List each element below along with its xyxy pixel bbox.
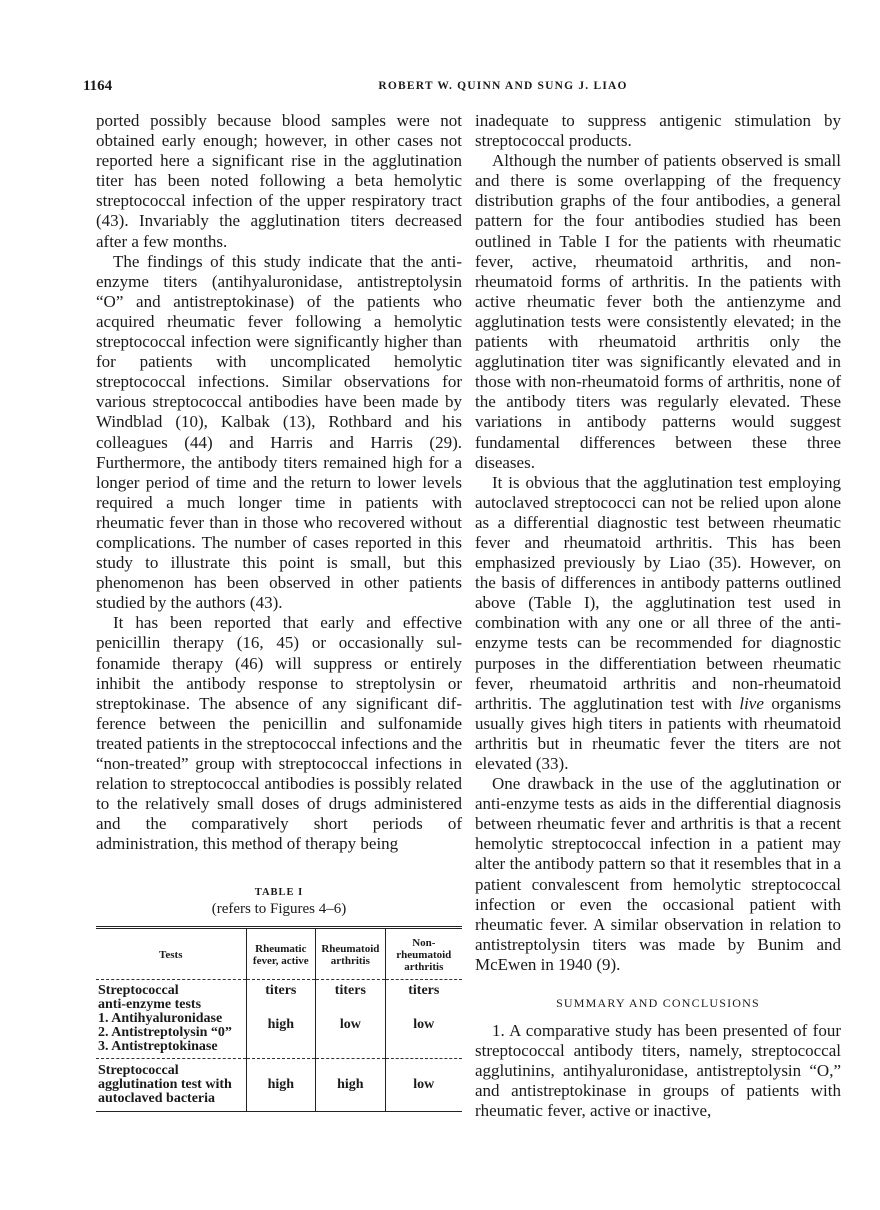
paragraph: Although the number of patients observed is small and there is some overlapping of the frequency distribution graphs of the four antibodies, a general pattern for the four antibodies studied has been outlined in Table I for the patients with rheumatic fever, active, rheumatoid arthritis, and non-rheumatoid forms of arthritis. In the patients with active rheumatic fever both the antienzyme and agglutination tests were consistently elevated; in the patients with rheumatoid arthritis only the agglutination titer was significantly elevated and in those with non-rheumatoid forms of arthritis, none of the antibody titers was regularly elevated. These variations in antibody patterns would suggest fundamental differences between these three diseases.	[475, 151, 841, 472]
page-header	[83, 78, 803, 100]
table-cell: high	[246, 1059, 316, 1112]
paragraph: It is obvious that the agglutination test employing autoclaved streptococci can not be relied upon alone as a differential diagnostic test between rheumatic fever and rheumatoid arthritis. This has been emphasized previously by Liao (35). However, on the basis of differences in antibody patterns outlined above (Table I), the agglutination test used in combination with any one or all three of the anti-enzyme tests can be recommended for diagnostic purposes in the differentiation between rheumatic fever, rheumatoid arthritis and non-rheumatoid arthritis. The agglutination test with live organisms usually gives high titers in patients with rheumatoid arthritis but in rheumatic fever the titers are not elevated (33).	[475, 472, 841, 773]
right-column	[475, 111, 841, 975]
column-header: Rheumatoid arthritis	[316, 928, 386, 980]
data-table	[96, 926, 462, 1112]
summary-column	[475, 1021, 841, 1121]
table-cell-test: Streptococcal anti-enzyme tests 1. Antihyaluronidase 2. Antistreptolysin “0” 3. Antistreptokinase	[96, 980, 246, 1059]
section-heading: SUMMARY AND CONCLUSIONS	[556, 996, 760, 1010]
paragraph: inadequate to suppress antigenic stimulation by streptococcal products.	[475, 111, 841, 151]
table-cell: low	[385, 1059, 462, 1112]
paragraph: 1. A comparative study has been presented of four streptococcal antibody titers, namely, streptococcal agglutinins, antihyaluronidase, antistreptolysin “O,” and antistreptokinase in groups of patients with rheumatic fever, active or inactive,	[475, 1021, 841, 1121]
table-caption: (refers to Figures 4–6)	[211, 901, 347, 917]
table-row	[96, 1059, 462, 1112]
paragraph: It has been reported that early and effective penicillin therapy (16, 45) or occasionally sulfonamide therapy (46) will suppress or entirely inhibit the antibody response to streptolysin or streptokinase. The absence of any significant difference between the penicillin and sulfonamide treated patients in the streptococcal infections and the “non-treated” group with streptococcal infections in relation to streptococcal antibodies is possibly related to the relatively small doses of drugs administered and the comparatively short periods of administration, this method of therapy being	[96, 613, 462, 854]
table-cell: titers low	[316, 980, 386, 1059]
page-number: 1164	[83, 78, 113, 94]
table-header-row	[96, 928, 462, 980]
table-cell: titers low	[385, 980, 462, 1059]
table-cell: high	[316, 1059, 386, 1112]
running-head: ROBERT W. QUINN AND SUNG J. LIAO	[378, 80, 628, 92]
column-header: Rheumatic fever, active	[246, 928, 316, 980]
table-cell-test: Streptococcal agglutination test with autoclaved bacteria	[98, 1063, 232, 1106]
column-header: Non-rheumatoid arthritis	[385, 928, 462, 980]
left-column	[96, 111, 462, 854]
italic-emphasis: live	[739, 693, 764, 713]
paragraph: The findings of this study indicate that the anti-enzyme titers (antihyaluronidase, antistreptolysin “O” and antistreptokinase) of the patients who acquired rheumatic fever following a hemolytic streptococcal infection were significantly higher than for patients with uncomplicated hemolytic streptococcal infections. Similar observations for various streptococcal antibodies have been made by Windblad (10), Kalbak (13), Rothbard and his colleagues (44) and Harris and Harris (29). Furthermore, the antibody titers remained high for a longer period of time and the return to lower levels required a much longer time in patients with rheumatic fever than in those who recovered without complications. The number of cases reported in this study to illustrate this point is small, but this phenomenon has been observed in other patients studied by the authors (43).	[96, 251, 462, 613]
table-label: TABLE I	[254, 887, 304, 898]
table-row	[96, 980, 462, 1059]
paragraph: ported possibly because blood samples were not obtained early enough; however, in other cases not reported here a significant rise in the agglutination titer has been noted following a beta hemolytic streptococcal infection of the upper respiratory tract (43). Invariably the agglutination titers decreased after a few months.	[96, 111, 462, 251]
table-1	[96, 887, 462, 1112]
table-cell: titers high	[246, 980, 316, 1059]
column-header: Tests	[96, 928, 246, 980]
paragraph: One drawback in the use of the agglutination or anti-enzyme tests as aids in the differential diagnosis between rheumatic fever and arthritis is that a recent hemolytic streptococcal infection in a patient may alter the antibody pattern so that it resembles that in a patient convalescent from hemolytic streptococcal infection or even the occasional patient with rheumatic fever. A similar observation in relation to antistreptolysin titers was made by Bunim and McEwen in 1940 (9).	[475, 774, 841, 974]
